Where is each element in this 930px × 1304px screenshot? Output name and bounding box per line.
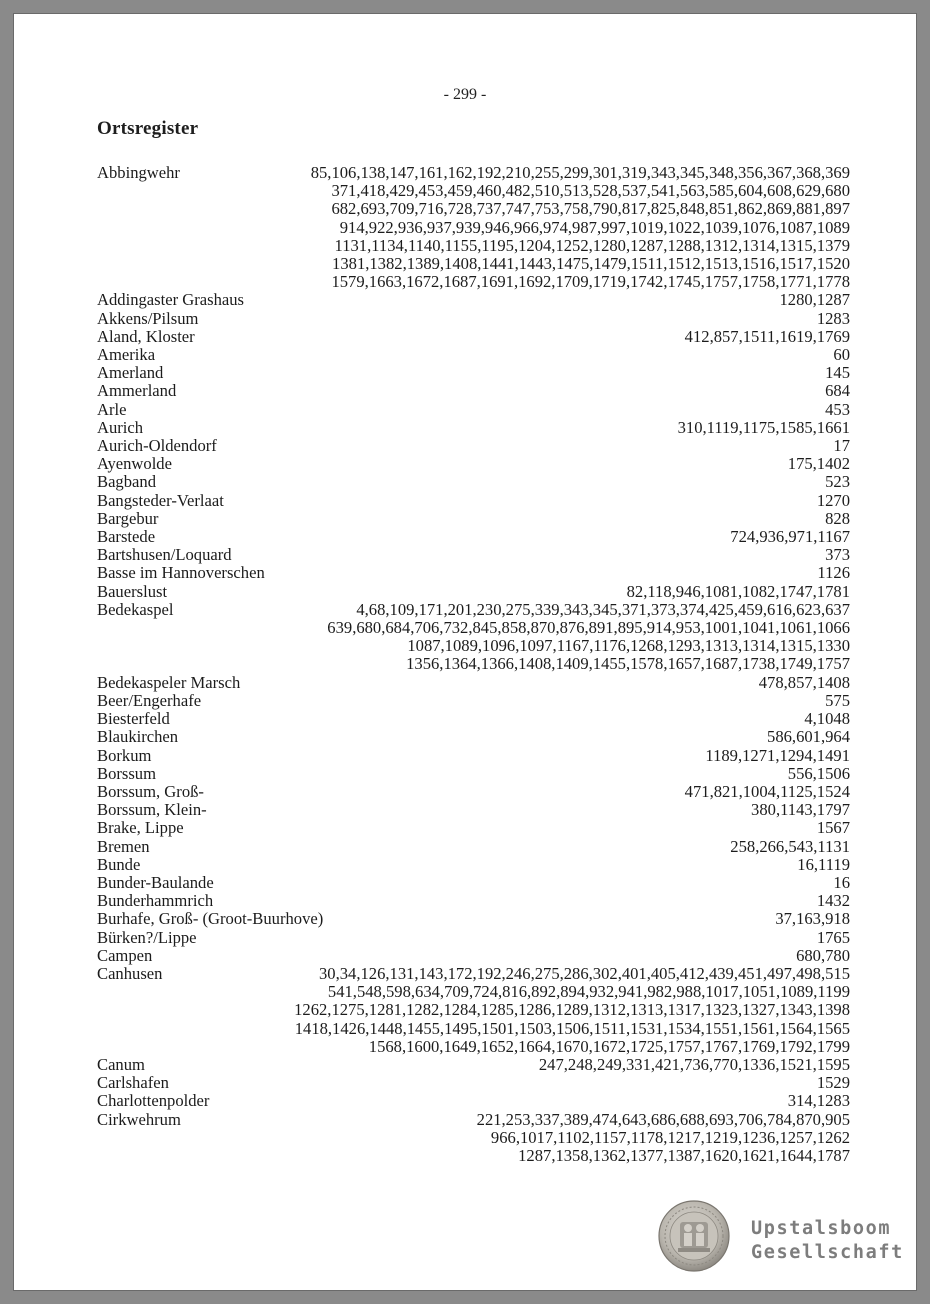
index-entry	[97, 492, 850, 510]
entry-place-name: Aland, Kloster	[97, 327, 195, 346]
entry-page-ref-line: 412,857,1511,1619,1769	[684, 327, 850, 346]
entry-place-name: Borkum	[97, 746, 152, 765]
entry-place-name: Arle	[97, 400, 127, 419]
index-entry	[97, 1056, 850, 1074]
entry-page-refs	[97, 1056, 850, 1074]
entry-page-refs	[97, 692, 850, 710]
page-title: Ortsregister	[97, 118, 199, 139]
entry-place-name: Campen	[97, 946, 153, 965]
entry-page-refs	[97, 601, 850, 674]
entry-place-name: Beer/Engerhafe	[97, 691, 202, 710]
entry-page-ref-line: 639,680,684,706,732,845,858,870,876,891,895,914,953,1001,1041,1061,1066	[327, 618, 850, 638]
entry-page-ref-line: 37,163,918	[775, 910, 850, 929]
entry-page-ref-line: 373	[825, 546, 850, 565]
index-entry	[97, 819, 850, 837]
index-entry	[97, 564, 850, 582]
entry-page-ref-line: 1568,1600,1649,1652,1664,1670,1672,1725,1757,1767,1769,1792,1799	[368, 1036, 850, 1056]
entry-place-name: Bagband	[97, 473, 156, 492]
entry-place-name: Borssum, Groß-	[97, 782, 204, 801]
entry-page-refs	[97, 473, 850, 491]
entry-page-ref-line: 1432	[816, 892, 850, 911]
index-entry	[97, 291, 850, 309]
entry-page-ref-line: 1087,1089,1096,1097,1167,1176,1268,1293,1313,1314,1315,1330	[407, 636, 850, 656]
entry-place-name: Aurich	[97, 418, 144, 437]
index-entry	[97, 710, 850, 728]
entry-page-ref-line: 145	[825, 364, 850, 383]
entry-page-ref-line: 175,1402	[787, 455, 850, 474]
entry-page-ref-line: 1287,1358,1362,1377,1387,1620,1621,1644,1787	[518, 1145, 850, 1165]
entry-page-refs	[97, 310, 850, 328]
entry-page-ref-line: 1529	[816, 1074, 850, 1093]
entry-page-ref-line: 471,821,1004,1125,1524	[684, 782, 850, 801]
entry-page-refs	[97, 819, 850, 837]
entry-place-name: Amerland	[97, 364, 164, 383]
entry-place-name: Blaukirchen	[97, 728, 179, 747]
entry-page-ref-line: 914,922,936,937,939,946,966,974,987,997,1019,1022,1039,1076,1087,1089	[339, 217, 850, 237]
index-entry	[97, 965, 850, 1056]
entry-place-name: Ayenwolde	[97, 455, 172, 474]
entry-place-name: Bürken?/Lippe	[97, 928, 197, 947]
entry-page-refs	[97, 801, 850, 819]
entry-page-ref-line: 1356,1364,1366,1408,1409,1455,1578,1657,1687,1738,1749,1757	[406, 654, 850, 674]
entry-place-name: Aurich-Oldendorf	[97, 437, 217, 456]
entry-page-ref-line: 1283	[816, 309, 850, 328]
entry-place-name: Bauerslust	[97, 582, 168, 601]
entry-place-name: Bedekaspel	[97, 600, 174, 619]
index-entry	[97, 783, 850, 801]
entry-page-ref-line: 85,106,138,147,161,162,192,210,255,299,301,319,343,345,348,356,367,368,369	[310, 164, 850, 182]
index-entry	[97, 1111, 850, 1166]
index-entry	[97, 674, 850, 692]
entry-page-refs	[97, 929, 850, 947]
entry-place-name: Ammerland	[97, 382, 177, 401]
entry-place-name: Borssum	[97, 764, 157, 783]
entry-page-ref-line: 1270	[816, 491, 850, 510]
index-entry	[97, 473, 850, 491]
entry-place-name: Bartshusen/Loquard	[97, 546, 232, 565]
entry-page-ref-line: 1262,1275,1281,1282,1284,1285,1286,1289,1312,1313,1317,1323,1327,1343,1398	[294, 1000, 850, 1020]
entry-place-name: Biesterfeld	[97, 710, 170, 729]
entry-page-ref-line: 247,248,249,331,421,736,770,1336,1521,1595	[538, 1055, 850, 1074]
publisher-logo	[751, 1217, 904, 1265]
entry-page-refs	[97, 455, 850, 473]
entry-page-ref-line: 314,1283	[787, 1092, 850, 1111]
entry-place-name: Addingaster Grashaus	[97, 291, 245, 310]
index-entry	[97, 528, 850, 546]
entry-page-ref-line: 380,1143,1797	[751, 801, 850, 820]
entry-page-ref-line: 680,780	[796, 946, 850, 965]
entry-place-name: Basse im Hannoverschen	[97, 564, 265, 583]
entry-page-ref-line: 1567	[816, 819, 850, 838]
entry-page-refs	[97, 346, 850, 364]
index-entry	[97, 929, 850, 947]
index-entry	[97, 382, 850, 400]
entry-page-ref-line: 30,34,126,131,143,172,192,246,275,286,302,401,405,412,439,451,497,498,515	[319, 964, 850, 983]
index-entry	[97, 310, 850, 328]
entry-page-ref-line: 682,693,709,716,728,737,747,753,758,790,817,825,848,851,862,869,881,897	[331, 199, 850, 219]
entry-page-refs	[97, 747, 850, 765]
entry-page-ref-line: 371,418,429,453,459,460,482,510,513,528,537,541,563,585,604,608,629,680	[331, 181, 850, 201]
index-entry	[97, 728, 850, 746]
entry-place-name: Bremen	[97, 837, 150, 856]
entry-page-ref-line: 541,548,598,634,709,724,816,892,894,932,941,982,988,1017,1051,1089,1199	[327, 982, 850, 1002]
entry-page-ref-line: 1765	[816, 928, 850, 947]
index-entry	[97, 910, 850, 928]
entry-page-refs	[97, 401, 850, 419]
entry-place-name: Amerika	[97, 346, 156, 365]
entry-place-name: Borssum, Klein-	[97, 801, 207, 820]
entry-place-name: Bedekaspeler Marsch	[97, 673, 241, 692]
entry-page-ref-line: 1131,1134,1140,1155,1195,1204,1252,1280,1287,1288,1312,1314,1315,1379	[334, 235, 850, 255]
entry-page-ref-line: 828	[825, 509, 850, 528]
index-entry	[97, 437, 850, 455]
entry-page-refs	[97, 965, 850, 1056]
entry-page-ref-line: 1189,1271,1294,1491	[705, 746, 850, 765]
entry-place-name: Bargebur	[97, 509, 159, 528]
index-entry	[97, 346, 850, 364]
entry-page-ref-line: 575	[825, 691, 850, 710]
entry-place-name: Charlottenpolder	[97, 1092, 210, 1111]
entry-place-name: Cirkwehrum	[97, 1110, 181, 1129]
entry-place-name: Bangsteder-Verlaat	[97, 491, 224, 510]
entry-page-ref-line: 4,68,109,171,201,230,275,339,343,345,371,373,374,425,459,616,623,637	[356, 600, 850, 619]
index-entry	[97, 1092, 850, 1110]
index-entry	[97, 801, 850, 819]
entry-page-refs	[97, 728, 850, 746]
document-page	[14, 14, 916, 1290]
entry-page-refs	[97, 382, 850, 400]
index-entry	[97, 765, 850, 783]
entry-page-refs	[97, 328, 850, 346]
entry-place-name: Burhafe, Groß- (Groot-Buurhove)	[97, 910, 324, 929]
entry-place-name: Barstede	[97, 528, 156, 547]
entry-page-refs	[97, 528, 850, 546]
entry-page-ref-line: 478,857,1408	[758, 673, 850, 692]
entry-page-ref-line: 556,1506	[787, 764, 850, 783]
index-entry	[97, 692, 850, 710]
entry-page-refs	[97, 856, 850, 874]
entry-page-ref-line: 310,1119,1175,1585,1661	[677, 418, 850, 437]
index-entries	[97, 164, 850, 1165]
entry-page-ref-line: 1579,1663,1672,1687,1691,1692,1709,1719,1742,1745,1757,1758,1771,1778	[331, 272, 850, 292]
entry-page-ref-line: 684	[825, 382, 850, 401]
entry-page-refs	[97, 838, 850, 856]
entry-place-name: Canhusen	[97, 964, 163, 983]
entry-page-refs	[97, 1074, 850, 1092]
entry-page-ref-line: 1280,1287	[779, 291, 850, 310]
entry-place-name: Carlshafen	[97, 1074, 169, 1093]
index-entry	[97, 892, 850, 910]
index-entry	[97, 747, 850, 765]
index-entry	[97, 328, 850, 346]
entry-page-ref-line: 523	[825, 473, 850, 492]
entry-page-ref-line: 258,266,543,1131	[730, 837, 850, 856]
entry-page-refs	[97, 783, 850, 801]
entry-page-refs	[97, 510, 850, 528]
index-entry	[97, 546, 850, 564]
entry-page-refs	[97, 419, 850, 437]
index-entry	[97, 401, 850, 419]
index-entry	[97, 1074, 850, 1092]
entry-page-refs	[97, 583, 850, 601]
entry-page-ref-line: 4,1048	[804, 710, 850, 729]
entry-page-refs	[97, 364, 850, 382]
publisher-name-line2: Gesellschaft	[751, 1242, 904, 1263]
entry-page-ref-line: 60	[833, 346, 850, 365]
entry-page-refs	[97, 164, 850, 291]
index-entry	[97, 601, 850, 674]
index-entry	[97, 419, 850, 437]
entry-page-ref-line: 966,1017,1102,1157,1178,1217,1219,1236,1257,1262	[490, 1127, 850, 1147]
entry-page-ref-line: 586,601,964	[767, 728, 850, 747]
entry-page-ref-line: 16,1119	[797, 855, 850, 874]
entry-page-ref-line: 1381,1382,1389,1408,1441,1443,1475,1479,1511,1512,1513,1516,1517,1520	[332, 254, 850, 274]
entry-place-name: Brake, Lippe	[97, 819, 184, 838]
index-entry	[97, 838, 850, 856]
entry-place-name: Bunde	[97, 855, 141, 874]
entry-place-name: Abbingwehr	[97, 164, 180, 182]
entry-page-refs	[97, 1092, 850, 1110]
entry-page-ref-line: 1418,1426,1448,1455,1495,1501,1503,1506,1511,1531,1534,1551,1561,1564,1565	[294, 1018, 850, 1038]
entry-place-name: Canum	[97, 1055, 145, 1074]
page-number: - 299 -	[443, 86, 487, 103]
entry-page-refs	[97, 1111, 850, 1166]
index-entry	[97, 856, 850, 874]
entry-page-ref-line: 17	[833, 437, 850, 456]
entry-page-refs	[97, 765, 850, 783]
entry-page-ref-line: 82,118,946,1081,1082,1747,1781	[626, 582, 850, 601]
index-entry	[97, 583, 850, 601]
index-entry	[97, 874, 850, 892]
entry-page-ref-line: 16	[833, 873, 850, 892]
index-entry	[97, 164, 850, 291]
entry-place-name: Akkens/Pilsum	[97, 309, 199, 328]
seal-icon	[658, 1200, 730, 1272]
entry-place-name: Bunder-Baulande	[97, 873, 214, 892]
entry-page-ref-line: 221,253,337,389,474,643,686,688,693,706,784,870,905	[476, 1110, 850, 1129]
entry-page-ref-line: 453	[825, 400, 850, 419]
entry-page-ref-line: 1126	[817, 564, 850, 583]
entry-page-refs	[97, 947, 850, 965]
index-entry	[97, 364, 850, 382]
index-entry	[97, 455, 850, 473]
publisher-name-line1: Upstalsboom	[751, 1218, 892, 1239]
index-entry	[97, 947, 850, 965]
entry-place-name: Bunderhammrich	[97, 892, 214, 911]
entry-page-ref-line: 724,936,971,1167	[730, 528, 850, 547]
entry-page-refs	[97, 710, 850, 728]
index-entry	[97, 510, 850, 528]
